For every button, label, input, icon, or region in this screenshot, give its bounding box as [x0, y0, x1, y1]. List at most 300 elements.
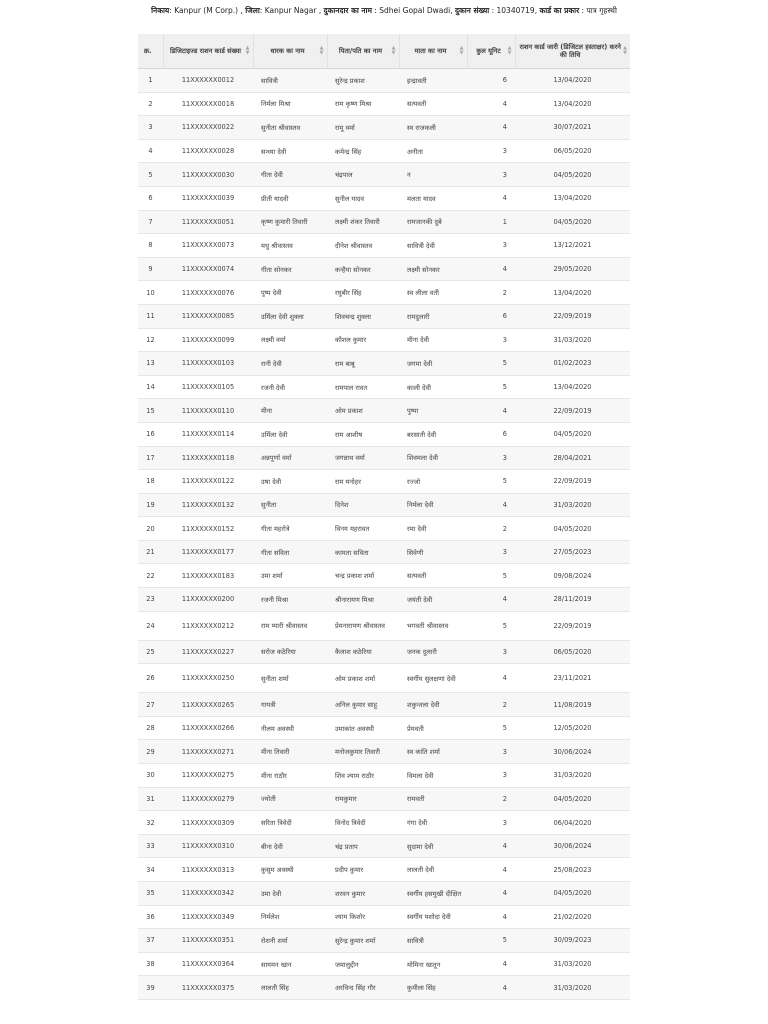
cell-father-husband-name: श्याम किशोर — [327, 905, 399, 929]
cell-card-number: 11XXXXXX0118 — [163, 446, 253, 470]
cell-issue-date: 04/05/2020 — [515, 787, 630, 811]
cell-card-number: 11XXXXXX0266 — [163, 716, 253, 740]
cell-total-units: 3 — [467, 139, 515, 163]
cell-holder-name: उर्मिला देवी शुक्ला — [253, 304, 327, 328]
cell-mother-name: स्व कांति शर्मा — [399, 740, 467, 764]
cell-serial: 20 — [138, 517, 163, 541]
cell-total-units: 3 — [467, 764, 515, 788]
table-row — [138, 304, 630, 328]
cell-mother-name: सुदामा देवी — [399, 834, 467, 858]
cell-mother-name: रामवती — [399, 787, 467, 811]
cell-holder-name: सरोज कठेरिया — [253, 640, 327, 664]
cell-father-husband-name: विनोद त्रिवेदी — [327, 811, 399, 835]
cell-holder-name: मधु श्रीवास्तव — [253, 234, 327, 258]
cell-holder-name: पुष्प देवी — [253, 281, 327, 305]
cell-total-units: 5 — [467, 375, 515, 399]
cell-holder-name: उर्मिला देवी — [253, 422, 327, 446]
cell-father-husband-name: दीनेश श्रीवास्तव — [327, 234, 399, 258]
cell-mother-name: स्व लीला वती — [399, 281, 467, 305]
cell-father-husband-name: राम बाबू — [327, 352, 399, 376]
cell-card-number: 11XXXXXX0122 — [163, 470, 253, 494]
cell-issue-date: 23/11/2021 — [515, 664, 630, 693]
cell-card-number: 11XXXXXX0309 — [163, 811, 253, 835]
column-header-card-number[interactable]: डिजिटाइज्ड राशन कार्ड संख्या ▲ ▼ — [163, 34, 253, 69]
cell-total-units: 5 — [467, 352, 515, 376]
cell-issue-date: 13/04/2020 — [515, 69, 630, 93]
cell-total-units: 4 — [467, 493, 515, 517]
cell-father-husband-name: सुरेन्द्र प्रकाश — [327, 69, 399, 93]
cell-issue-date: 28/11/2019 — [515, 588, 630, 612]
cell-total-units: 6 — [467, 69, 515, 93]
cell-holder-name: गीता देवी — [253, 163, 327, 187]
cell-father-husband-name: अरविन्द सिंह गौर — [327, 976, 399, 1000]
cell-card-number: 11XXXXXX0076 — [163, 281, 253, 305]
cell-serial: 6 — [138, 186, 163, 210]
cell-issue-date: 31/03/2020 — [515, 764, 630, 788]
cell-issue-date: 22/09/2019 — [515, 304, 630, 328]
cell-father-husband-name: सुनील यादव — [327, 186, 399, 210]
cell-card-number: 11XXXXXX0310 — [163, 834, 253, 858]
cell-total-units: 4 — [467, 858, 515, 882]
cell-issue-date: 30/07/2021 — [515, 116, 630, 140]
cell-serial: 28 — [138, 716, 163, 740]
cell-holder-name: प्रीती यादवी — [253, 186, 327, 210]
table-row — [138, 858, 630, 882]
dukan-sankhya-value: 10340719 — [496, 6, 535, 15]
cell-issue-date: 01/02/2023 — [515, 352, 630, 376]
cell-mother-name: रज्जो — [399, 470, 467, 494]
cell-father-husband-name: विनय महरावत — [327, 517, 399, 541]
cell-father-husband-name: जमालुद्दीन — [327, 952, 399, 976]
cell-father-husband-name: कन्हैया सोनकर — [327, 257, 399, 281]
table-row — [138, 139, 630, 163]
cell-mother-name: सिवेणी — [399, 540, 467, 564]
cell-father-husband-name: चंद्रपाल — [327, 163, 399, 187]
cell-father-husband-name: श्रीनारायण मिश्रा — [327, 588, 399, 612]
cell-total-units: 4 — [467, 186, 515, 210]
cell-issue-date: 13/04/2020 — [515, 186, 630, 210]
cell-serial: 22 — [138, 564, 163, 588]
cell-card-number: 11XXXXXX0265 — [163, 693, 253, 717]
cell-mother-name: स्वर्गीय हसमुखी दीक्षित — [399, 882, 467, 906]
cell-holder-name: गायत्री — [253, 693, 327, 717]
cell-issue-date: 31/03/2020 — [515, 493, 630, 517]
cell-serial: 8 — [138, 234, 163, 258]
table-row — [138, 281, 630, 305]
cell-card-number: 11XXXXXX0250 — [163, 664, 253, 693]
cell-total-units: 4 — [467, 882, 515, 906]
cell-father-husband-name: रामपाल रावत — [327, 375, 399, 399]
jila-label: जिला — [245, 6, 260, 15]
cell-mother-name: मलता यादव — [399, 186, 467, 210]
table-row — [138, 564, 630, 588]
cell-total-units: 3 — [467, 163, 515, 187]
cell-card-number: 11XXXXXX0313 — [163, 858, 253, 882]
cell-total-units: 5 — [467, 716, 515, 740]
cell-card-number: 11XXXXXX0152 — [163, 517, 253, 541]
table-row — [138, 976, 630, 1000]
cell-mother-name: स्व राजकली — [399, 116, 467, 140]
table-row — [138, 116, 630, 140]
cell-serial: 34 — [138, 858, 163, 882]
cell-father-husband-name: जगन्नाथ वर्मा — [327, 446, 399, 470]
table-row — [138, 517, 630, 541]
cell-serial: 14 — [138, 375, 163, 399]
cell-total-units: 5 — [467, 564, 515, 588]
cell-issue-date: 31/03/2020 — [515, 952, 630, 976]
cell-card-number: 11XXXXXX0200 — [163, 588, 253, 612]
cell-father-husband-name: राम मनोहर — [327, 470, 399, 494]
cell-issue-date: 28/04/2021 — [515, 446, 630, 470]
table-row — [138, 640, 630, 664]
cell-father-husband-name: मनोजकुमार तिवारी — [327, 740, 399, 764]
cell-mother-name: पुष्पा — [399, 399, 467, 423]
cell-serial: 11 — [138, 304, 163, 328]
cell-mother-name: सत्यवती — [399, 92, 467, 116]
cell-father-husband-name: अनिल कुमार साहू — [327, 693, 399, 717]
cell-issue-date: 04/05/2020 — [515, 422, 630, 446]
column-header-issue-date[interactable]: राशन कार्ड जारी (डिजिटल हस्ताक्षर) करने की तिथि ▲ ▼ — [515, 34, 630, 69]
cell-issue-date: 22/09/2019 — [515, 470, 630, 494]
cell-total-units: 3 — [467, 446, 515, 470]
cell-mother-name: सावित्री देवी — [399, 234, 467, 258]
cell-total-units: 5 — [467, 929, 515, 953]
cell-issue-date: 09/08/2024 — [515, 564, 630, 588]
cell-father-husband-name: उमाकांत अवस्थी — [327, 716, 399, 740]
cell-father-husband-name: कैलाश कठेरिया — [327, 640, 399, 664]
cell-card-number: 11XXXXXX0028 — [163, 139, 253, 163]
cell-card-number: 11XXXXXX0351 — [163, 929, 253, 953]
cell-holder-name: लालती सिंह — [253, 976, 327, 1000]
cell-card-number: 11XXXXXX0022 — [163, 116, 253, 140]
cell-holder-name: गीता महरोत्रे — [253, 517, 327, 541]
cell-serial: 23 — [138, 588, 163, 612]
cell-mother-name: भगवती श्रीवास्तव — [399, 611, 467, 640]
cell-issue-date: 21/02/2020 — [515, 905, 630, 929]
dukandar-label: दुकानदार का नाम — [323, 6, 372, 15]
sort-icon[interactable]: ▲ ▼ — [623, 45, 627, 56]
cell-mother-name: शिवमला देवी — [399, 446, 467, 470]
cell-issue-date: 30/06/2024 — [515, 740, 630, 764]
table-row — [138, 69, 630, 93]
cell-card-number: 11XXXXXX0110 — [163, 399, 253, 423]
table-row — [138, 834, 630, 858]
cell-mother-name: इन्द्रावती — [399, 69, 467, 93]
cell-holder-name: गीता सोनकर — [253, 257, 327, 281]
sort-icon[interactable]: ▲ ▼ — [245, 45, 250, 56]
jila-value: Kanpur Nagar — [264, 6, 317, 15]
column-header-holder-name[interactable]: धारक का नाम ▲ ▼ — [253, 34, 327, 69]
cell-issue-date: 13/04/2020 — [515, 281, 630, 305]
cell-serial: 13 — [138, 352, 163, 376]
cell-total-units: 3 — [467, 640, 515, 664]
cell-total-units: 5 — [467, 470, 515, 494]
cell-card-number: 11XXXXXX0074 — [163, 257, 253, 281]
table-row — [138, 375, 630, 399]
cell-issue-date: 04/05/2020 — [515, 163, 630, 187]
cell-father-husband-name: कमेन्द्र सिंह — [327, 139, 399, 163]
cell-serial: 24 — [138, 611, 163, 640]
cell-serial: 2 — [138, 92, 163, 116]
table-header — [138, 34, 630, 69]
cell-mother-name: स्वर्गीय यशोदा देवी — [399, 905, 467, 929]
table-row — [138, 811, 630, 835]
cell-serial: 25 — [138, 640, 163, 664]
cell-total-units: 2 — [467, 281, 515, 305]
cell-total-units: 5 — [467, 611, 515, 640]
cell-mother-name: मीना देवी — [399, 328, 467, 352]
cell-father-husband-name: शिव श्याम राठौर — [327, 764, 399, 788]
cell-holder-name: रजनी देवी — [253, 375, 327, 399]
cell-card-number: 11XXXXXX0073 — [163, 234, 253, 258]
cell-mother-name: शकुन्तला देवी — [399, 693, 467, 717]
cell-total-units: 4 — [467, 588, 515, 612]
cell-mother-name: स्वर्गीय सुलक्षणा देवी — [399, 664, 467, 693]
cell-serial: 39 — [138, 976, 163, 1000]
cell-total-units: 3 — [467, 740, 515, 764]
cell-father-husband-name: ओम प्रकाश शर्मा — [327, 664, 399, 693]
cell-holder-name: मीना तिवारी — [253, 740, 327, 764]
cell-holder-name: सन्ध्या देवी — [253, 139, 327, 163]
cell-serial: 5 — [138, 163, 163, 187]
sort-icon[interactable]: ▲ ▼ — [391, 45, 396, 56]
cell-serial: 18 — [138, 470, 163, 494]
cell-father-husband-name: प्रेमनारायण श्रीवास्तव — [327, 611, 399, 640]
cell-issue-date: 11/08/2019 — [515, 693, 630, 717]
sort-icon[interactable]: ▲ ▼ — [507, 45, 512, 56]
cell-serial: 12 — [138, 328, 163, 352]
cell-mother-name: रामजानकी दुबे — [399, 210, 467, 234]
cell-total-units: 3 — [467, 540, 515, 564]
cell-total-units: 6 — [467, 422, 515, 446]
page-header: निकाय: Kanpur (M Corp.) , जिला: Kanpur Nagar , दुकानदार का नाम : Sdhei Gopal Dwadi, दुकान संख्या : 10340719, कार्ड का प्रकार : पात्र गृहस्थी — [151, 6, 617, 15]
cell-father-husband-name: ओम प्रकाश — [327, 399, 399, 423]
cell-issue-date: 06/04/2020 — [515, 811, 630, 835]
cell-holder-name: उषा देवी — [253, 470, 327, 494]
cell-mother-name: अनीता — [399, 139, 467, 163]
cell-total-units: 4 — [467, 116, 515, 140]
cell-issue-date: 06/05/2020 — [515, 139, 630, 163]
cell-mother-name: रमा देवी — [399, 517, 467, 541]
table-row — [138, 257, 630, 281]
column-header-mother-name[interactable]: माता का नाम ▲ ▼ — [399, 34, 467, 69]
dukan-sankhya-label: दुकान संख्या — [455, 6, 490, 15]
table-row — [138, 352, 630, 376]
cell-issue-date: 31/03/2020 — [515, 976, 630, 1000]
table-row — [138, 493, 630, 517]
cell-holder-name: निर्मलेश — [253, 905, 327, 929]
cell-total-units: 3 — [467, 811, 515, 835]
table-row — [138, 952, 630, 976]
cell-father-husband-name: शरवन कुमार — [327, 882, 399, 906]
cell-total-units: 2 — [467, 787, 515, 811]
header-row — [138, 34, 630, 69]
cell-father-husband-name: चन्द्र प्रकाश शर्मा — [327, 564, 399, 588]
table-row — [138, 588, 630, 612]
cell-serial: 1 — [138, 69, 163, 93]
cell-mother-name: जगमा देवी — [399, 352, 467, 376]
nikay-label: निकाय — [151, 6, 170, 15]
cell-father-husband-name: कौशल कुमार — [327, 328, 399, 352]
table-row — [138, 716, 630, 740]
cell-card-number: 11XXXXXX0039 — [163, 186, 253, 210]
cell-mother-name: प्रेमवती — [399, 716, 467, 740]
table-row — [138, 787, 630, 811]
cell-card-number: 11XXXXXX0114 — [163, 422, 253, 446]
cell-holder-name: बीना देवी — [253, 834, 327, 858]
cell-issue-date: 30/06/2024 — [515, 834, 630, 858]
cell-card-number: 11XXXXXX0375 — [163, 976, 253, 1000]
cell-holder-name: सावित्री — [253, 69, 327, 93]
cell-total-units: 6 — [467, 304, 515, 328]
cell-issue-date: 06/05/2020 — [515, 640, 630, 664]
table-row — [138, 693, 630, 717]
cell-holder-name: सरिता त्रिवेदी — [253, 811, 327, 835]
cell-holder-name: सुनीता शर्मा — [253, 664, 327, 693]
cell-father-husband-name: कामता सविता — [327, 540, 399, 564]
table-row — [138, 740, 630, 764]
table-row — [138, 446, 630, 470]
cell-holder-name: राम प्यारी श्रीवास्तव — [253, 611, 327, 640]
cell-card-number: 11XXXXXX0085 — [163, 304, 253, 328]
cell-father-husband-name: सुरेन्द्र कुमार शर्मा — [327, 929, 399, 953]
column-header-father-husband-name[interactable]: पिता/पति का नाम ▲ ▼ — [327, 34, 399, 69]
cell-total-units: 4 — [467, 834, 515, 858]
dukandar-value: Sdhei Gopal Dwadi — [379, 6, 451, 15]
cell-issue-date: 04/05/2020 — [515, 882, 630, 906]
cell-father-husband-name: रामकुमार — [327, 787, 399, 811]
cell-total-units: 4 — [467, 257, 515, 281]
cell-serial: 16 — [138, 422, 163, 446]
cell-total-units: 4 — [467, 905, 515, 929]
card-prakar-label: कार्ड का प्रकार — [539, 6, 580, 15]
cell-serial: 15 — [138, 399, 163, 423]
cell-issue-date: 25/08/2023 — [515, 858, 630, 882]
table-row — [138, 163, 630, 187]
cell-mother-name: सावित्री — [399, 929, 467, 953]
cell-holder-name: उमा देवी — [253, 882, 327, 906]
table-row — [138, 234, 630, 258]
table-row — [138, 422, 630, 446]
cell-total-units: 1 — [467, 210, 515, 234]
cell-serial: 3 — [138, 116, 163, 140]
cell-serial: 29 — [138, 740, 163, 764]
table-row — [138, 399, 630, 423]
cell-mother-name: बरसाती देवी — [399, 422, 467, 446]
cell-serial: 38 — [138, 952, 163, 976]
cell-mother-name: काली देवी — [399, 375, 467, 399]
cell-serial: 31 — [138, 787, 163, 811]
cell-issue-date: 22/09/2019 — [515, 399, 630, 423]
cell-serial: 37 — [138, 929, 163, 953]
cell-holder-name: नीलम अवस्थी — [253, 716, 327, 740]
cell-serial: 19 — [138, 493, 163, 517]
cell-holder-name: ज्योती — [253, 787, 327, 811]
table-row — [138, 882, 630, 906]
cell-issue-date: 30/09/2023 — [515, 929, 630, 953]
cell-card-number: 11XXXXXX0279 — [163, 787, 253, 811]
cell-issue-date: 04/05/2020 — [515, 517, 630, 541]
sort-icon[interactable]: ▲ ▼ — [319, 45, 324, 56]
cell-issue-date: 12/05/2020 — [515, 716, 630, 740]
cell-card-number: 11XXXXXX0275 — [163, 764, 253, 788]
cell-mother-name: रामदुलारी — [399, 304, 467, 328]
cell-card-number: 11XXXXXX0271 — [163, 740, 253, 764]
cell-total-units: 4 — [467, 976, 515, 1000]
card-prakar-value: पात्र गृहस्थी — [586, 6, 617, 15]
table-row — [138, 764, 630, 788]
cell-total-units: 4 — [467, 664, 515, 693]
cell-mother-name: निर्मला देवी — [399, 493, 467, 517]
cell-card-number: 11XXXXXX0177 — [163, 540, 253, 564]
cell-total-units: 4 — [467, 952, 515, 976]
cell-card-number: 11XXXXXX0364 — [163, 952, 253, 976]
table-row — [138, 186, 630, 210]
cell-issue-date: 04/05/2020 — [515, 210, 630, 234]
cell-holder-name: रानी देवी — [253, 352, 327, 376]
cell-holder-name: निर्मला मिश्रा — [253, 92, 327, 116]
column-header-total-units[interactable]: कुल यूनिट ▲ ▼ — [467, 34, 515, 69]
cell-card-number: 11XXXXXX0183 — [163, 564, 253, 588]
table-row — [138, 929, 630, 953]
cell-holder-name: रोशनी शर्मा — [253, 929, 327, 953]
cell-mother-name: विमला देवी — [399, 764, 467, 788]
cell-serial: 4 — [138, 139, 163, 163]
cell-serial: 10 — [138, 281, 163, 305]
cell-card-number: 11XXXXXX0099 — [163, 328, 253, 352]
table-row — [138, 210, 630, 234]
cell-father-husband-name: रघुबीर सिंह — [327, 281, 399, 305]
nikay-value: Kanpur (M Corp.) — [174, 6, 239, 15]
cell-issue-date: 22/09/2019 — [515, 611, 630, 640]
cell-card-number: 11XXXXXX0132 — [163, 493, 253, 517]
cell-father-husband-name: चंद्र प्रताप — [327, 834, 399, 858]
column-header-serial[interactable]: क्र. — [138, 34, 163, 69]
cell-total-units: 4 — [467, 399, 515, 423]
cell-holder-name: उमा शर्मा — [253, 564, 327, 588]
cell-serial: 7 — [138, 210, 163, 234]
cell-father-husband-name: राम आशीष — [327, 422, 399, 446]
cell-holder-name: मीना — [253, 399, 327, 423]
cell-total-units: 4 — [467, 92, 515, 116]
cell-card-number: 11XXXXXX0051 — [163, 210, 253, 234]
sort-icon[interactable]: ▲ ▼ — [459, 45, 464, 56]
cell-holder-name: मीना राठौर — [253, 764, 327, 788]
cell-issue-date: 13/04/2020 — [515, 92, 630, 116]
table-row — [138, 92, 630, 116]
cell-card-number: 11XXXXXX0105 — [163, 375, 253, 399]
cell-serial: 35 — [138, 882, 163, 906]
cell-holder-name: लक्ष्मी वर्मा — [253, 328, 327, 352]
cell-holder-name: कृष्ण कुमारी तिवारी — [253, 210, 327, 234]
cell-total-units: 2 — [467, 517, 515, 541]
cell-serial: 36 — [138, 905, 163, 929]
table-row — [138, 664, 630, 693]
cell-holder-name: अन्नपूर्णा वर्मा — [253, 446, 327, 470]
cell-card-number: 11XXXXXX0227 — [163, 640, 253, 664]
cell-father-husband-name: शिवचन्द्र शुक्ला — [327, 304, 399, 328]
cell-mother-name: मोमिना खातून — [399, 952, 467, 976]
cell-holder-name: सुनीता — [253, 493, 327, 517]
cell-mother-name: गंगा देवी — [399, 811, 467, 835]
cell-father-husband-name: राम कृष्ण मिश्रा — [327, 92, 399, 116]
cell-serial: 9 — [138, 257, 163, 281]
cell-father-husband-name: प्रदीप कुमार — [327, 858, 399, 882]
cell-issue-date: 29/05/2020 — [515, 257, 630, 281]
cell-total-units: 3 — [467, 234, 515, 258]
cell-serial: 26 — [138, 664, 163, 693]
cell-mother-name: सत्यवती — [399, 564, 467, 588]
